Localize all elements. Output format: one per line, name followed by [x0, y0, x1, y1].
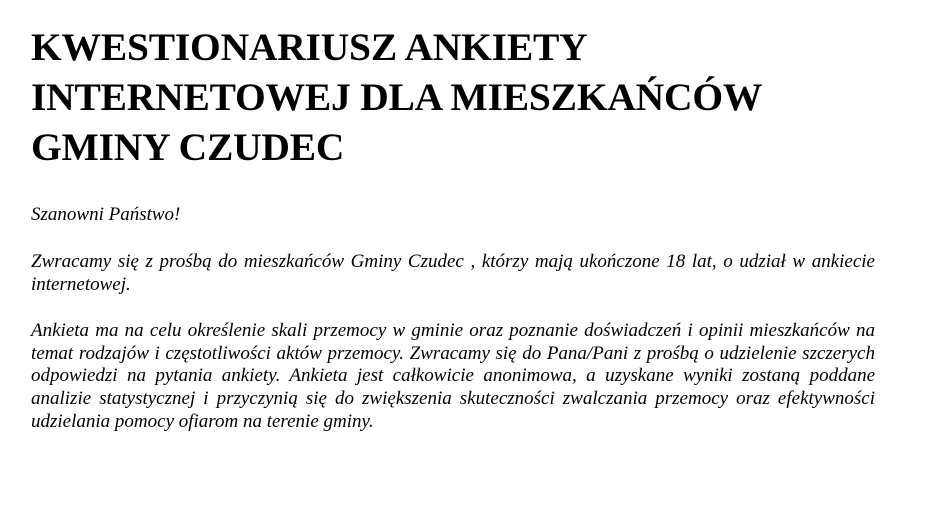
purpose-paragraph: Ankieta ma na celu określenie skali przemocy w gminie oraz poznanie doświadczeń i opinii mieszkańców na temat rodzajów i częstotliwości aktów przemocy. Zwracamy się do Pana/Pani z prośbą o udzielenie szczerych odpowiedzi na pytania ankiety. Ankieta jest całkowicie anonimowa, a uzyskane wyniki zostaną poddane analizie statystycznej i przyczynią się do zwiększenia skuteczności zwalczania przemocy oraz efektywności udzielania pomocy ofiarom na terenie gminy. [31, 320, 875, 432]
document-title [31, 22, 875, 172]
title-line-1: KWESTIONARIUSZ ANKIETY [31, 25, 588, 69]
title-line-3: GMINY CZUDEC [31, 125, 345, 169]
title-line-2: INTERNETOWEJ DLA MIESZKAŃCÓW [31, 75, 763, 119]
document-page [31, 22, 875, 433]
greeting: Szanowni Państwo! [31, 204, 181, 225]
intro-paragraph: Zwracamy się z prośbą do mieszkańców Gminy Czudec , którzy mają ukończone 18 lat, o udział w ankiecie internetowej. [31, 251, 875, 295]
